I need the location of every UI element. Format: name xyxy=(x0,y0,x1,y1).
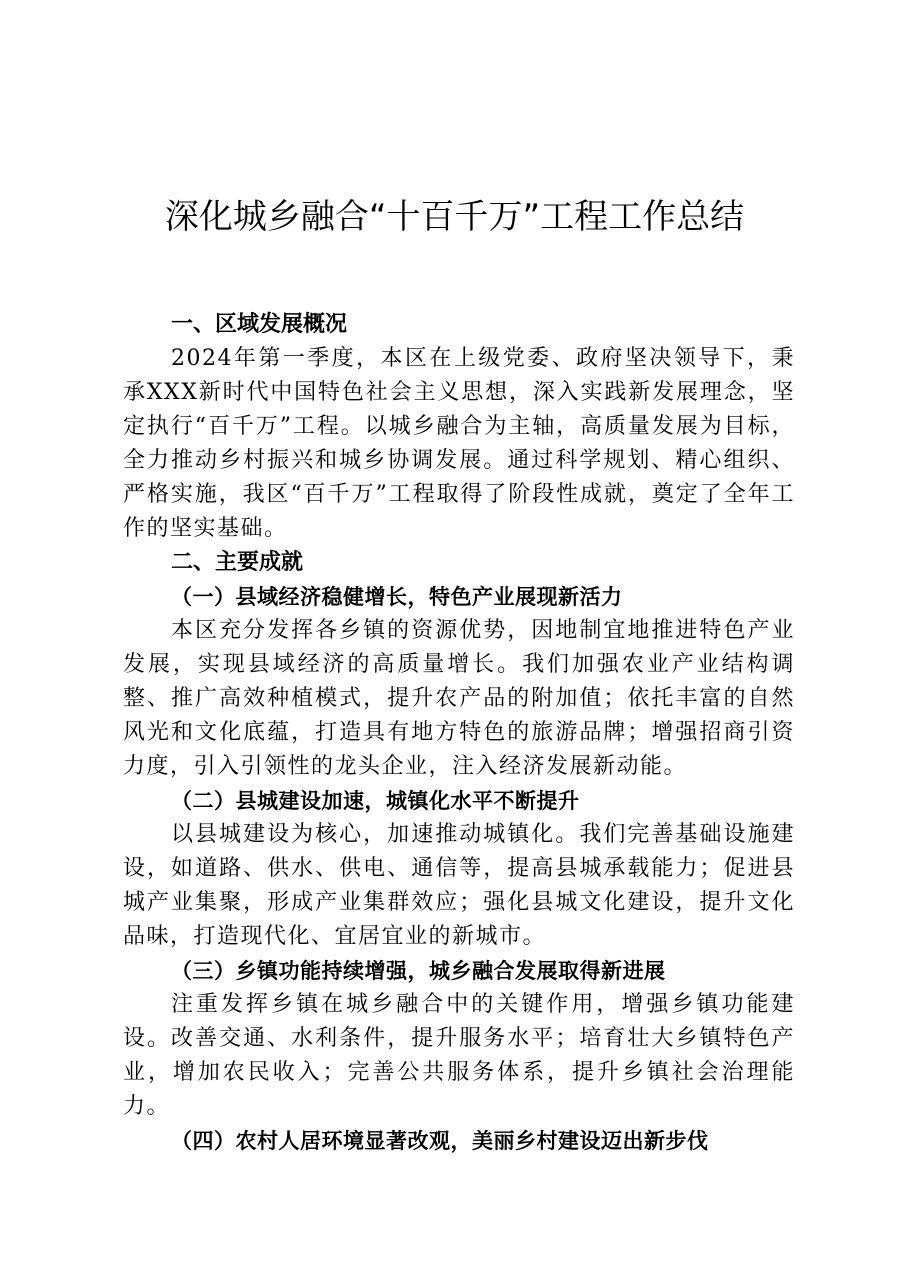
document-body xyxy=(123,308,795,1158)
paragraph-township-function: 注重发挥乡镇在城乡融合中的关键作用，增强乡镇功能建设。改善交通、水利条件，提升服务水平；培育壮大乡镇特色产业，增加农民收入；完善公共服务体系，提升乡镇社会治理能力。 xyxy=(123,992,795,1119)
subheading-township-function: （三）乡镇功能持续增强，城乡融合发展取得新进展 xyxy=(171,958,666,983)
paragraph-county-economy: 本区充分发挥各乡镇的资源优势，因地制宜地推进特色产业发展，实现县域经济的高质量增长。我们加强农业产业结构调整、推广高效种植模式，提升农产品的附加值；依托丰富的自然风光和文化底蕴，打造具有地方特色的旅游品牌；增强招商引资力度，引入引领性的龙头企业，注入经济发展新动能。 xyxy=(123,618,795,779)
subheading-rural-environment: （四）农村人居环境显著改观，美丽乡村建设迈出新步伐 xyxy=(171,1128,709,1153)
paragraph-overview: 2024年第一季度，本区在上级党委、政府坚决领导下，秉承XXX新时代中国特色社会主义思想，深入实践新发展理念，坚定执行“百千万”工程。以城乡融合为主轴，高质量发展为目标，全力推动乡村振兴和城乡协调发展。通过科学规划、精心组织、严格实施，我区“百千万”工程取得了阶段性成就，奠定了全年工作的坚实基础。 xyxy=(123,346,795,541)
section-heading-achievements: 二、主要成就 xyxy=(171,550,304,575)
section-heading-overview: 一、区域发展概况 xyxy=(171,312,348,337)
paragraph-county-town: 以县城建设为核心，加速推动城镇化。我们完善基础设施建设，如道路、供水、供电、通信等，提高县城承载能力；促进县城产业集聚，形成产业集群效应；强化县城文化建设，提升文化品味，打造现代化、宜居宜业的新城市。 xyxy=(123,822,795,949)
document-title: 深化城乡融合“十百千万”工程工作总结 xyxy=(164,197,745,237)
subheading-county-town: （二）县城建设加速，城镇化水平不断提升 xyxy=(171,788,580,813)
subheading-county-economy: （一）县域经济稳健增长，特色产业展现新活力 xyxy=(171,584,623,609)
